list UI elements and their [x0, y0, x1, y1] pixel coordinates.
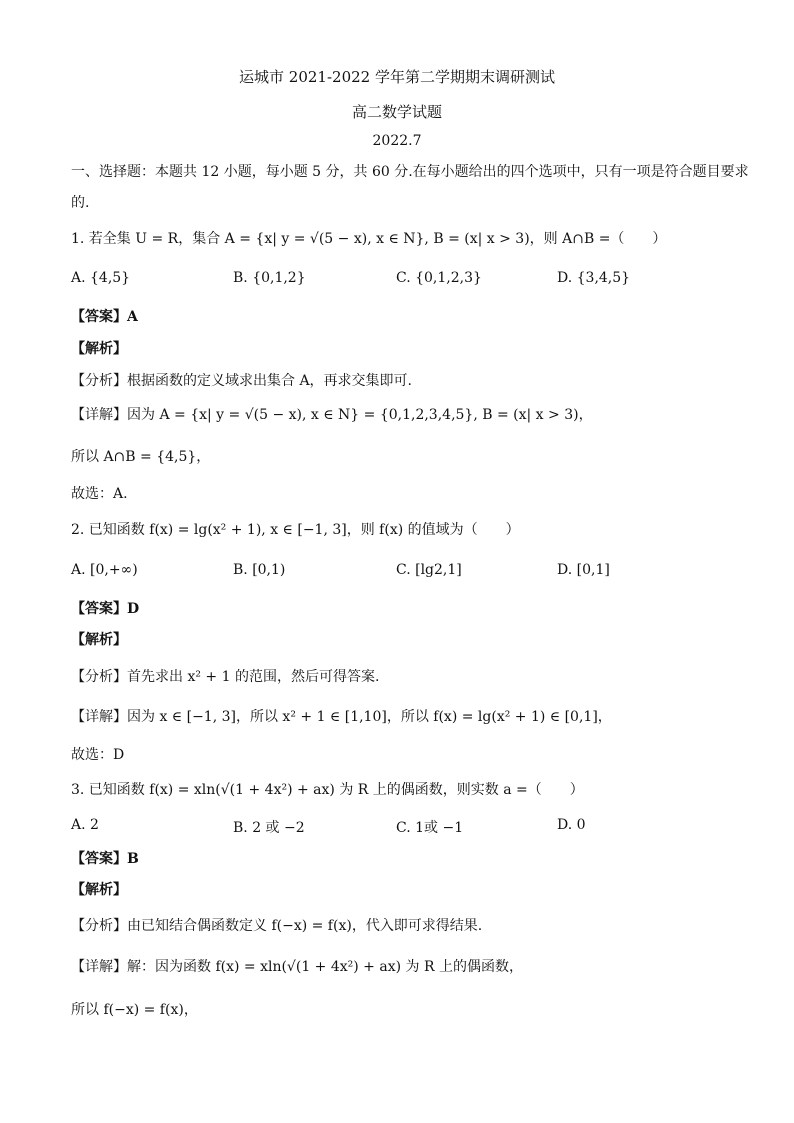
- analysis-detail: 故选：A.: [71, 486, 128, 502]
- answer-label: 【答案】B: [71, 851, 139, 867]
- option-c: C. [lg2,1]: [396, 562, 462, 578]
- analysis-label: 【解析】: [71, 341, 127, 357]
- analysis-detail: 【详解】因为 A = {x| y = √(5 − x), x ∈ N} = {0,1,2,3,4,5}, B = (x| x > 3)，: [71, 407, 593, 423]
- analysis-label: 【解析】: [71, 882, 127, 898]
- option-a: A. 2: [71, 817, 99, 833]
- option-d: D. {3,4,5}: [557, 270, 631, 286]
- section-intro-cont: 的.: [71, 195, 90, 211]
- option-a: A. [0,+∞): [71, 562, 138, 578]
- answer-label: 【答案】A: [71, 309, 138, 325]
- analysis-detail: 故选：D: [71, 747, 125, 763]
- option-b: B. {0,1,2}: [233, 270, 306, 286]
- option-a: A. {4,5}: [71, 270, 131, 286]
- analysis-detail: 所以 f(−x) = f(x)，: [71, 1002, 198, 1018]
- option-b: B. [0,1): [233, 562, 286, 578]
- analysis-detail: 【详解】因为 x ∈ [−1, 3]，所以 x² + 1 ∈ [1,10]，所以 f(x) = lg(x² + 1) ∈ [0,1]，: [71, 709, 612, 725]
- exam-subtitle: 高二数学试题: [351, 103, 442, 121]
- analysis-label: 【解析】: [71, 632, 127, 648]
- option-d: D. [0,1]: [557, 562, 610, 578]
- analysis-fenxi: 【分析】由已知结合偶函数定义 f(−x) = f(x)，代入即可求得结果.: [71, 918, 483, 934]
- exam-date: 2022.7: [372, 133, 422, 149]
- analysis-detail: 所以 A∩B = {4,5}，: [71, 449, 211, 465]
- question-stem: 2. 已知函数 f(x) = lg(x² + 1), x ∈ [−1, 3]，则 f(x) 的值域为（ ）: [71, 522, 520, 538]
- exam-title: 运城市 2021-2022 学年第二学期期末调研测试: [239, 68, 555, 86]
- option-c: C. {0,1,2,3}: [396, 270, 482, 286]
- option-d: D. 0: [557, 817, 586, 833]
- option-b: B. 2 或 −2: [233, 820, 305, 836]
- analysis-fenxi: 【分析】根据函数的定义域求出集合 A，再求交集即可.: [71, 373, 413, 389]
- analysis-fenxi: 【分析】首先求出 x² + 1 的范围，然后可得答案.: [71, 669, 380, 685]
- analysis-detail: 【详解】解：因为函数 f(x) = xln(√(1 + 4x²) + ax) 为 R 上的偶函数，: [71, 959, 523, 975]
- section-intro: 一、选择题：本题共 12 小题，每小题 5 分，共 60 分.在每小题给出的四个选项中，只有一项是符合题目要求: [71, 164, 749, 180]
- question-stem: 1. 若全集 U = R，集合 A = {x| y = √(5 − x), x ∈ N}, B = (x| x > 3)，则 A∩B =（ ）: [71, 231, 667, 247]
- answer-label: 【答案】D: [71, 601, 140, 617]
- option-c: C. 1或 −1: [396, 820, 464, 836]
- question-stem: 3. 已知函数 f(x) = xln(√(1 + 4x²) + ax) 为 R 上的偶函数，则实数 a =（ ）: [71, 782, 584, 798]
